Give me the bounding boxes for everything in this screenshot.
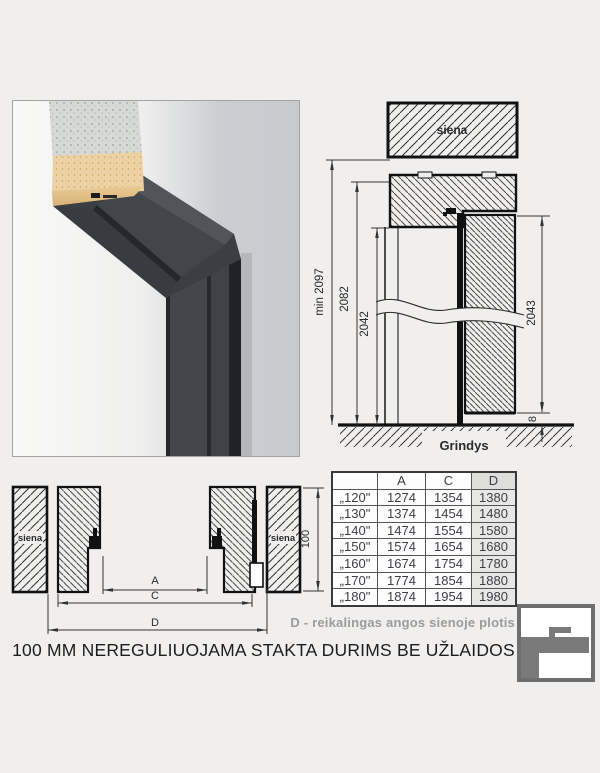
row-label: „160" xyxy=(332,555,378,572)
row-label: „180" xyxy=(332,589,378,606)
table-row xyxy=(332,522,516,539)
row-label: „130" xyxy=(332,506,378,523)
dim-min-opening-height xyxy=(326,160,390,425)
cell-d: 1480 xyxy=(472,506,517,523)
cell-c: 1754 xyxy=(426,555,472,572)
vertical-section-drawing xyxy=(310,95,600,470)
right-wall-label: siena xyxy=(270,533,296,544)
cell-a: 1474 xyxy=(378,522,426,539)
left-wall-label: siena xyxy=(17,533,43,544)
dim-min-opening-height-label: min 2097 xyxy=(314,268,326,316)
left-seal-detail xyxy=(89,536,99,549)
cell-d: 1680 xyxy=(472,539,517,556)
hinge-bar xyxy=(252,500,257,563)
size-table xyxy=(331,471,517,607)
dim-a-label: A xyxy=(151,575,159,587)
frame-corner-photo xyxy=(12,100,300,457)
size-table-container xyxy=(331,471,517,607)
frame-corner-render xyxy=(13,101,299,456)
cell-c: 1954 xyxy=(426,589,472,606)
dim-floor-gap-label: 8 xyxy=(527,415,539,423)
cell-d: 1580 xyxy=(472,522,517,539)
cell-a: 1874 xyxy=(378,589,426,606)
cell-a: 1374 xyxy=(378,506,426,523)
table-row xyxy=(332,539,516,556)
d-dimension-caption: D - reikalingas angos sienoje plotis xyxy=(290,615,515,630)
table-row xyxy=(332,489,516,506)
cell-a: 1274 xyxy=(378,489,426,506)
row-label: „120" xyxy=(332,489,378,506)
dim-leaf-height-label: 2043 xyxy=(526,300,538,326)
table-header-row xyxy=(332,472,516,489)
cell-d: 1380 xyxy=(472,489,517,506)
wall-cut-block xyxy=(49,101,144,206)
cell-a: 1574 xyxy=(378,539,426,556)
cell-c: 1354 xyxy=(426,489,472,506)
dim-clear-height xyxy=(371,228,389,425)
dim-clear-height-label: 2042 xyxy=(359,311,371,337)
table-row xyxy=(332,506,516,523)
cell-c: 1854 xyxy=(426,572,472,589)
header-d: D xyxy=(472,472,517,489)
row-label: „170" xyxy=(332,572,378,589)
dim-frame-depth-label: 100 xyxy=(300,529,312,549)
header-a: A xyxy=(378,472,426,489)
dim-d-label: D xyxy=(151,617,159,629)
dim-c-label: C xyxy=(151,590,159,602)
cell-c: 1554 xyxy=(426,522,472,539)
header-c: C xyxy=(426,472,472,489)
cell-c: 1454 xyxy=(426,506,472,523)
row-label: „140" xyxy=(332,522,378,539)
dim-frame-height-label: 2082 xyxy=(339,286,351,312)
table-row xyxy=(332,555,516,572)
table-row xyxy=(332,589,516,606)
seal-detail xyxy=(446,208,456,214)
page-title: 100 MM NEREGULIUOJAMA STAKTA DURIMS BE UŽLAIDOS xyxy=(12,640,515,660)
cell-d: 1780 xyxy=(472,555,517,572)
cell-d: 1980 xyxy=(472,589,517,606)
floor-label: Grindys xyxy=(439,438,489,453)
header-empty xyxy=(332,472,378,489)
cell-a: 1674 xyxy=(378,555,426,572)
latch-plate xyxy=(250,563,263,587)
cell-a: 1774 xyxy=(378,572,426,589)
row-label: „150" xyxy=(332,539,378,556)
table-row xyxy=(332,572,516,589)
wall-label: siena xyxy=(436,123,468,137)
cell-c: 1654 xyxy=(426,539,472,556)
brand-logo xyxy=(517,604,595,682)
cell-d: 1880 xyxy=(472,572,517,589)
right-seal-detail xyxy=(212,536,222,549)
